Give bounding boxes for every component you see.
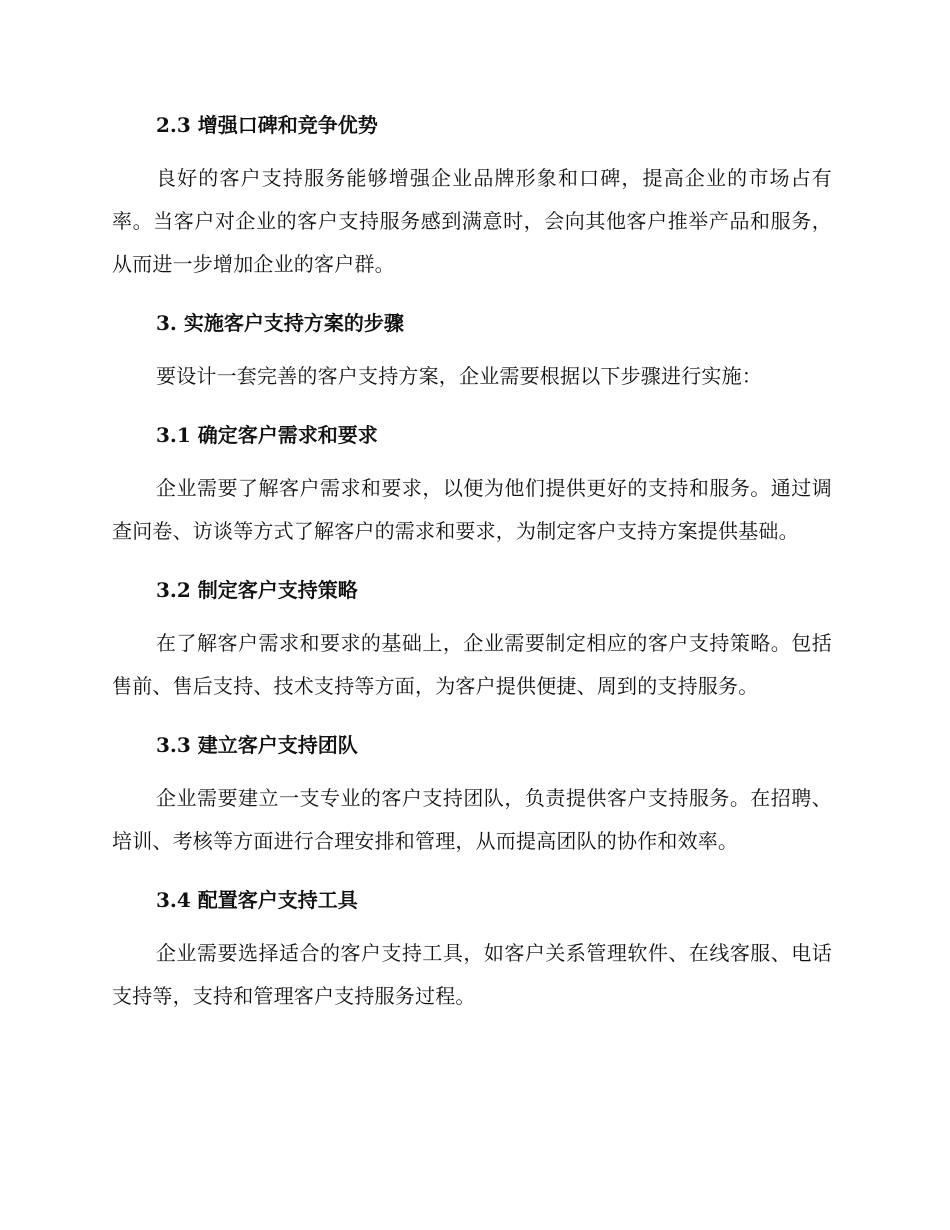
section-heading-3-2: 3.2 制定客户支持策略 — [156, 578, 358, 602]
section-heading-3: 3. 实施客户支持方案的步骤 — [156, 311, 404, 335]
section-heading-3-1: 3.1 确定客户需求和要求 — [156, 423, 378, 447]
section-paragraph-3-1: 企业需要了解客户需求和要求，以便为他们提供更好的支持和服务。通过调查问卷、访谈等方式了解客户的需求和要求，为制定客户支持方案提供基础。 — [112, 476, 832, 543]
section-paragraph-2-3: 良好的客户支持服务能够增强企业品牌形象和口碑，提高企业的市场占有率。当客户对企业的客户支持服务感到满意时，会向其他客户推举产品和服务，从而进一步增加企业的客户群。 — [112, 166, 832, 276]
document-body — [112, 110, 832, 1018]
section-paragraph-3-4: 企业需要选择适合的客户支持工具，如客户关系管理软件、在线客服、电话支持等，支持和管理客户支持服务过程。 — [112, 941, 832, 1008]
section-paragraph-3-3: 企业需要建立一支专业的客户支持团队，负责提供客户支持服务。在招聘、培训、考核等方面进行合理安排和管理，从而提高团队的协作和效率。 — [112, 786, 832, 853]
section-heading-3-3: 3.3 建立客户支持团队 — [156, 733, 358, 757]
section-heading-3-4: 3.4 配置客户支持工具 — [156, 888, 358, 912]
section-paragraph-3-2: 在了解客户需求和要求的基础上，企业需要制定相应的客户支持策略。包括售前、售后支持、技术支持等方面，为客户提供便捷、周到的支持服务。 — [112, 631, 832, 698]
section-paragraph-3: 要设计一套完善的客户支持方案，企业需要根据以下步骤进行实施： — [156, 364, 762, 388]
section-heading-2-3: 2.3 增强口碑和竞争优势 — [156, 113, 378, 137]
